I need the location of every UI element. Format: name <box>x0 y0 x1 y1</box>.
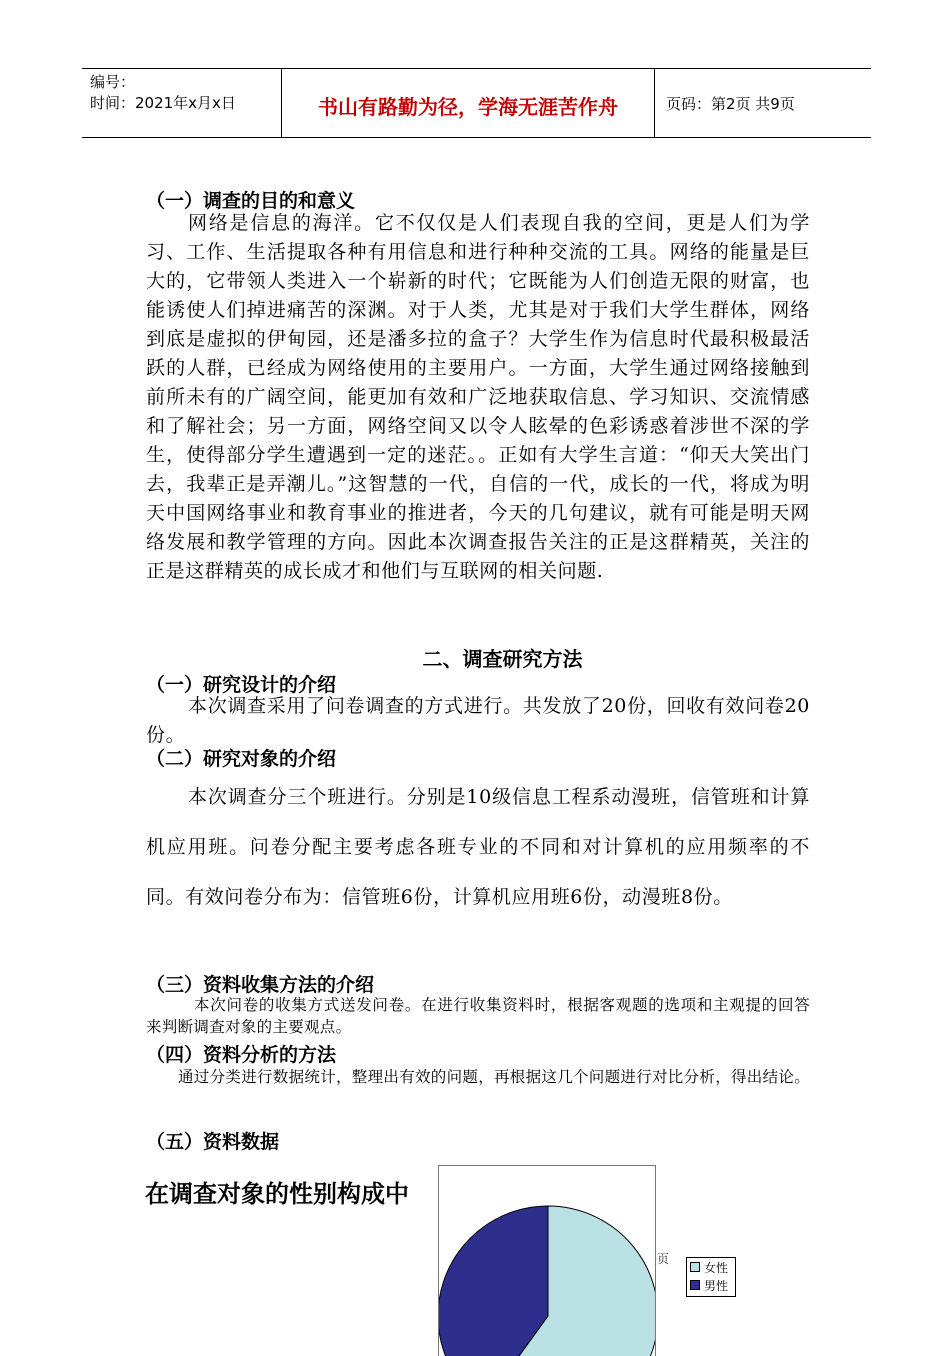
pie-chart-area <box>438 1165 656 1356</box>
legend-swatch <box>690 1262 700 1272</box>
section-body: 本次问卷的收集方式送发问卷。在进行收集资料时，根据客观题的选项和主观提的回答来判断调查对象的主要观点。 <box>146 996 810 1036</box>
header-meta <box>90 72 236 114</box>
section-body: 本次调查采用了问卷调查的方式进行。共发放了20份，回收有效问卷20份。 <box>146 695 810 746</box>
time-label: 时间：2021年x月x日 <box>90 94 236 112</box>
number-label: 编号： <box>90 73 136 91</box>
section-body: 网络是信息的海洋。它不仅仅是人们表现自我的空间，更是人们为学习、工作、生活提取各种有用信息和进行种种交流的工具。网络的能量是巨大的，它带领人类进入一个崭新的时代；它既能为人们创造无限的财富，也能诱使人们掉进痛苦的深渊。对于人类，尤其是对于我们大学生群体，网络到底是虚拟的伊甸园，还是潘多拉的盒子？大学生作为信息时代最积极最活跃的人群，已经成为网络使用的主要用户。一方面，大学生通过网络接触到前所未有的广阔空间，能更加有效和广泛地获取信息、学习知识、交流情感和了解社会；另一方面，网络空间又以令人眩晕的色彩诱惑着涉世不深的学生，使得部分学生遭遇到一定的迷茫。。正如有大学生言道：“仰天大笑出门去，我辈正是弄潮儿。”这智慧的一代，自信的一代，成长的一代，将成为明天中国网络事业和教育事业的推进者，今天的几句建议，就有可能是明天网络发展和教学管理的方向。因此本次调查报告关注的正是这群精英，关注的正是这群精英的成长成才和他们与互联网的相关问题. <box>146 212 810 582</box>
section-title: （一）调查的目的和意义 <box>146 190 356 212</box>
pie-slice-男性 <box>439 1206 548 1356</box>
section-title: （二）研究对象的介绍 <box>146 748 337 770</box>
section-body: 通过分类进行数据统计，整理出有效的问题，再根据这几个问题进行对比分析，得出结论。 <box>178 1068 811 1086</box>
header-divider <box>654 69 655 137</box>
chart-legend <box>686 1257 736 1297</box>
section-title: （三）资料收集方法的介绍 <box>146 974 375 996</box>
stray-char: 页 <box>657 1252 670 1266</box>
page-header <box>82 68 871 138</box>
legend-label: 男性 <box>704 1278 729 1293</box>
legend-item <box>687 1258 735 1276</box>
part-title: 二、调查研究方法 <box>422 647 583 671</box>
section-title: （四）资料分析的方法 <box>146 1044 337 1066</box>
section-title: （五）资料数据 <box>146 1131 280 1153</box>
header-motto: 书山有路勤为径，学海无涯苦作舟 <box>318 95 618 119</box>
page-info: 页码：第2页 共9页 <box>666 95 795 113</box>
section-title: （一）研究设计的介绍 <box>146 674 337 696</box>
legend-swatch <box>690 1280 700 1290</box>
legend-item <box>687 1276 735 1294</box>
pie-chart <box>439 1166 655 1356</box>
section-body: 本次调查分三个班进行。分别是10级信息工程系动漫班，信管班和计算机应用班。问卷分配主要考虑各班专业的不同和对计算机的应用频率的不同。有效问卷分布为：信管班6份，计算机应用班6份，动漫班8份。 <box>146 786 810 908</box>
legend-label: 女性 <box>704 1260 729 1275</box>
chart-heading: 在调查对象的性别构成中 <box>145 1180 409 1208</box>
